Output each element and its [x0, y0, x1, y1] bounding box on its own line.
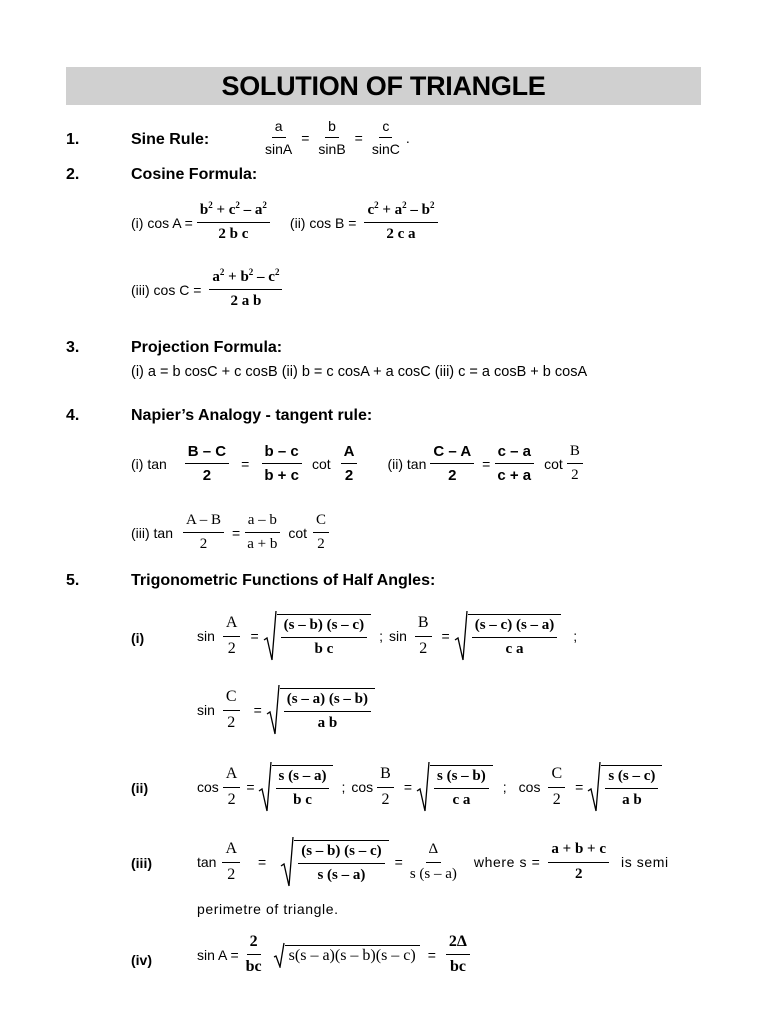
- fraction: $\frac{b}{\sin B}$: [318, 118, 346, 158]
- fraction: $\frac{2}{bc}$: [245, 933, 262, 976]
- fraction: $\frac{(s - b) (s - c)}{s (s - a)}$: [298, 843, 384, 885]
- perimeter-note: perimetre of triangle.: [197, 901, 339, 917]
- section-number: 1.: [66, 131, 80, 148]
- section-heading: Trigonometric Functions of Half Angles:: [131, 572, 436, 589]
- square-root: [280, 836, 388, 888]
- section-number: 4.: [66, 407, 80, 424]
- fraction: $\frac{2\Delta}{bc}$: [446, 933, 470, 977]
- section-heading: Cosine Formula:: [131, 166, 258, 183]
- square-root: s(s – a)(s – b)(s – c): [273, 942, 420, 968]
- fraction: $\frac{C - A}{2}$: [430, 443, 474, 485]
- section-number: 3.: [66, 339, 80, 356]
- fraction: $\frac{a^2 + b^2 - c^2}{\text{2 a b}}$: [209, 269, 282, 311]
- item-label: (iii): [131, 855, 152, 871]
- napier-formula-i: (i) tan $\frac{B - C}{2}$ = $\frac{b - c}{b + c}$ cot $\frac{A}{2}$ (ii) tan $\frac{C - A}{2}$ = $\frac{c - a}{c + a}$ cot $\frac{B}{2}$: [131, 443, 583, 485]
- fraction: $\frac{A - B}{2}$: [183, 512, 224, 554]
- fraction: $\frac{a}{\sin A}$: [265, 118, 293, 158]
- fraction: $\frac{b^2 + c^2 - a^2}{\text{2 b c}}$: [197, 202, 270, 244]
- fraction: $\frac{C}{2}$: [313, 512, 329, 554]
- fraction: $\frac{B - C}{2}$: [185, 443, 229, 485]
- cosine-formula-a: (i) cos A = $\frac{b^2 + c^2 - a^2}{\text{2 b c}}$ (ii) cos B = $\frac{c^2 + a^2 - b^2}{\text{2 c a}}$: [131, 202, 438, 244]
- fraction: $\frac{(s - c) (s - a)}{\text{c a}}$: [472, 617, 558, 659]
- fraction: $\frac{c - a}{c + a}$: [494, 443, 534, 485]
- fraction: $\frac{s (s - c)}{\text{a b}}$: [605, 768, 658, 810]
- napier-formula-iii: (iii) tan $\frac{A - B}{2}$ = $\frac{a - b}{a + b}$ cot $\frac{C}{2}$: [131, 512, 329, 554]
- square-root: [454, 610, 562, 662]
- fraction: $\frac{B}{2}$: [567, 443, 583, 485]
- fraction: $\frac{s (s - b)}{\text{c a}}$: [434, 768, 489, 810]
- section-number: 5.: [66, 572, 80, 589]
- fraction: $\frac{(s - a) (s - b)}{\text{a b}}$: [284, 691, 371, 733]
- cosine-formula-c: (iii) cos C = $\frac{a^2 + b^2 - c^2}{\text{2 a b}}$: [131, 269, 282, 311]
- fraction: $\frac{c}{\sin C}$: [371, 118, 400, 158]
- section-number: 2.: [66, 166, 80, 183]
- sine-area-formula: sin A = $\frac{2}{bc}$ s(s – a)(s – b)(s – c) = $\frac{2\Delta}{bc}$: [197, 933, 470, 977]
- half-angle-cosine: cos $\frac{A}{2}$ = $\frac{s (s - a)}{\text{b c}}$ ; cos $\frac{B}{2}$ = $\frac{s (s - b)}{\text{c a}}$ ; cos $\frac{C}{2}$ = $\frac{s (s - c)}{\text{a b}}$: [197, 761, 662, 813]
- fraction: $\frac{b - c}{b + c}$: [261, 443, 302, 485]
- item-label: (i): [131, 630, 145, 646]
- section-heading: Sine Rule:: [131, 131, 210, 148]
- fraction: $\frac{B}{2}$: [415, 614, 432, 658]
- fraction: $\frac{a + b + c}{2}$: [548, 841, 609, 883]
- section-heading: Projection Formula:: [131, 339, 283, 356]
- square-root: [258, 761, 334, 813]
- fraction: $\frac{C}{2}$: [223, 688, 240, 732]
- half-angle-sine-c: sin $\frac{C}{2}$ = $\frac{(s - a) (s - b)}{\text{a b}}$: [197, 684, 375, 736]
- fraction: $\frac{A}{2}$: [223, 765, 241, 809]
- section-heading: Napier’s Analogy - tangent rule:: [131, 407, 373, 424]
- fraction: $\frac{(s - b) (s - c)}{\text{b c}}$: [281, 617, 367, 659]
- fraction: $\frac{C}{2}$: [548, 765, 565, 809]
- item-label: (iv): [131, 952, 152, 968]
- projection-formulas: (i) a = b cosC + c cosB (ii) b = c cosA + a cosC (iii) c = a cosB + b cosA: [131, 364, 588, 380]
- square-root: [266, 684, 375, 736]
- half-angle-tangent: tan $\frac{A}{2}$ = $\frac{(s - b) (s - c)}{s (s - a)}$ = $\frac{\Delta}{s (s - a)}$ where s = $\frac{a + b + c}{2}$ is semi: [197, 836, 669, 888]
- fraction: $\frac{A}{2}$: [222, 840, 240, 884]
- half-angle-sine-ab: sin $\frac{A}{2}$ = $\frac{(s - b) (s - c)}{\text{b c}}$ ; sin $\frac{B}{2}$ = $\frac{(s - c) (s - a)}{\text{c a}}$ ;: [197, 610, 577, 662]
- fraction: $\frac{a - b}{a + b}$: [244, 512, 280, 554]
- fraction: $\frac{A}{2}$: [341, 443, 358, 485]
- square-root: [587, 761, 662, 813]
- square-root: [416, 761, 493, 813]
- fraction: $\frac{\Delta}{s (s - a)}$: [409, 841, 457, 882]
- fraction: $\frac{s (s - a)}{\text{b c}}$: [276, 768, 330, 810]
- fraction: $\frac{c^2 + a^2 - b^2}{\text{2 c a}}$: [364, 202, 437, 244]
- square-root: [263, 610, 371, 662]
- fraction: $\frac{A}{2}$: [223, 614, 241, 658]
- sine-rule-formula: $\frac{a}{\sin A}$ = $\frac{b}{\sin B}$ = $\frac{c}{\sin C}$ .: [262, 118, 410, 157]
- fraction: $\frac{B}{2}$: [377, 765, 394, 809]
- page-title: SOLUTION OF TRIANGLE: [66, 67, 701, 105]
- item-label: (ii): [131, 780, 149, 796]
